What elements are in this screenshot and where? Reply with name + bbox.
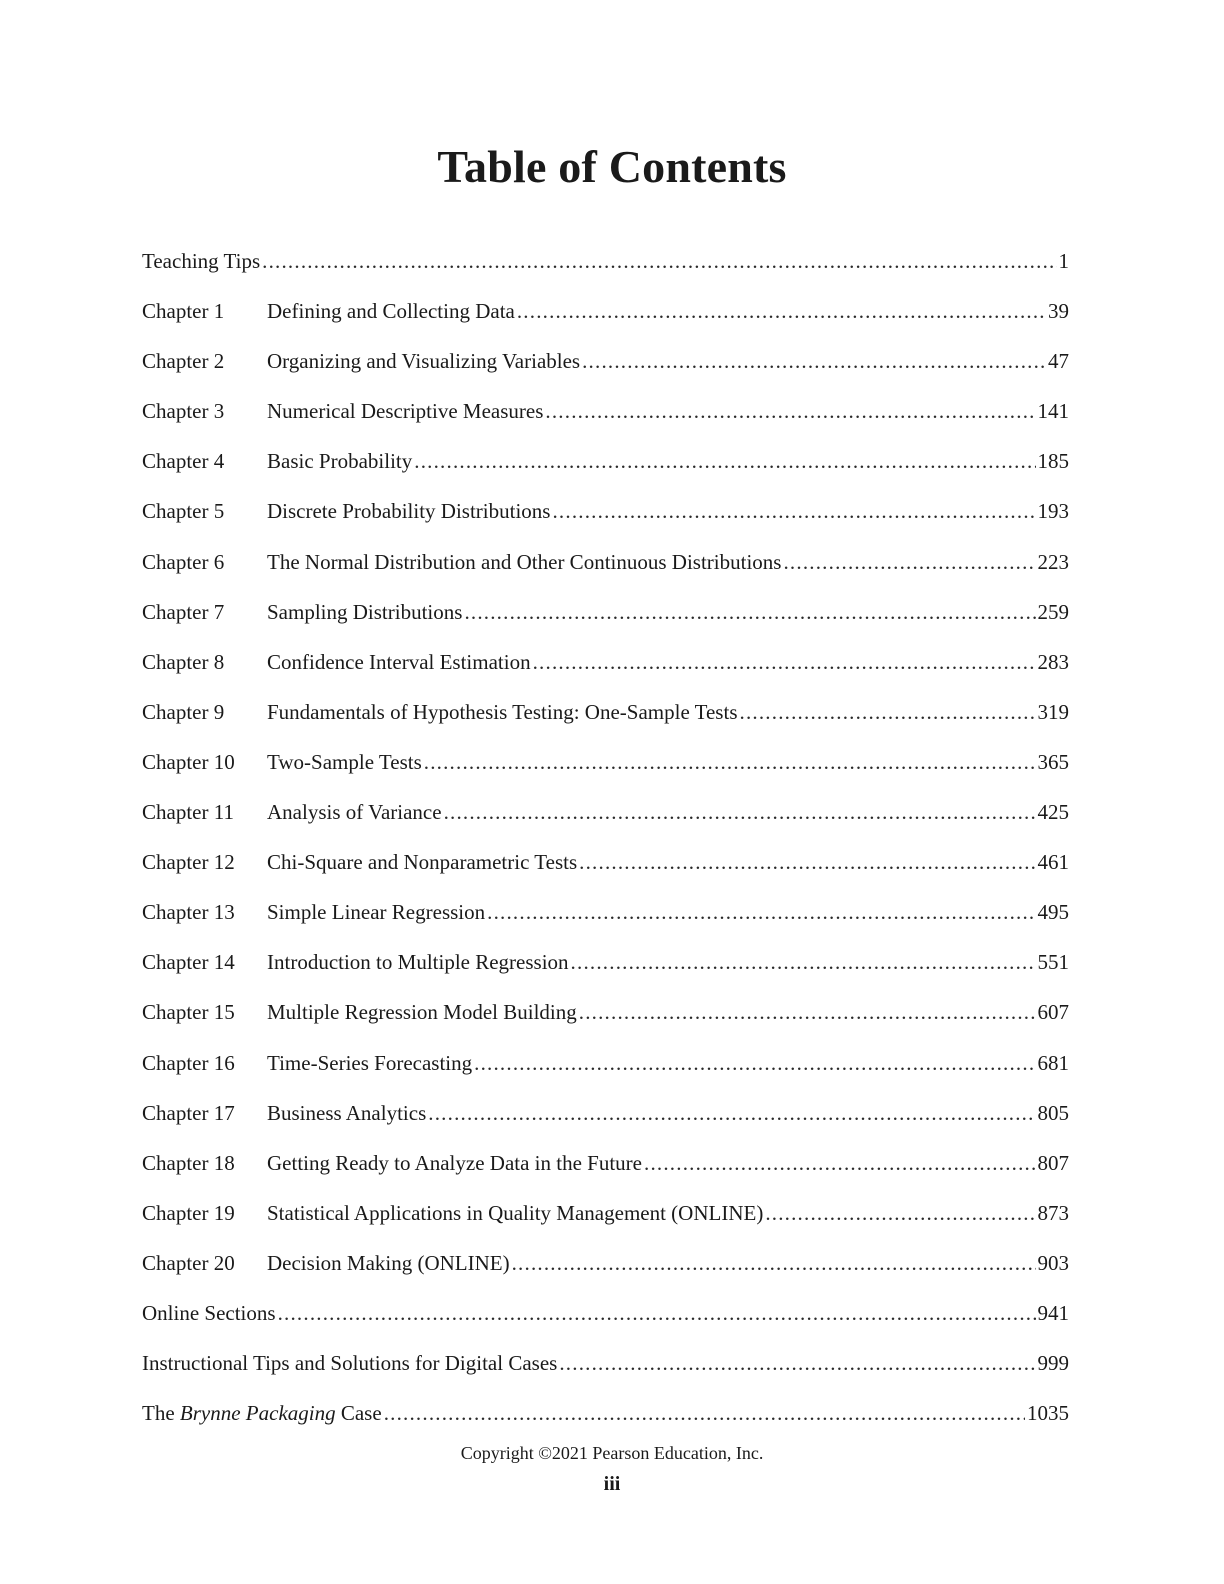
dot-leader (740, 694, 1036, 730)
dot-leader (428, 1095, 1035, 1131)
toc-entry-chapter[interactable] (142, 894, 1069, 944)
toc-page-number: 607 (1037, 1000, 1069, 1025)
toc-entry-chapter[interactable] (142, 644, 1069, 694)
toc-page-number: 319 (1037, 699, 1069, 724)
chapter-number: Chapter 3 (142, 399, 225, 424)
toc-entry-teaching-tips[interactable] (142, 243, 1069, 293)
toc-page-number: 495 (1037, 900, 1069, 925)
dot-leader (414, 443, 1035, 479)
toc-entry-chapter[interactable] (142, 994, 1069, 1044)
toc-entry-label (142, 1395, 382, 1431)
toc-page-number: 365 (1037, 749, 1069, 774)
dot-leader (487, 894, 1035, 930)
toc-page-number: 681 (1037, 1050, 1069, 1075)
chapter-number: Chapter 14 (142, 950, 235, 975)
toc-entry-online-sections[interactable] (142, 1295, 1069, 1345)
chapter-title: Confidence Interval Estimation (267, 649, 531, 674)
chapter-number: Chapter 4 (142, 449, 225, 474)
chapter-title: Multiple Regression Model Building (267, 1000, 577, 1025)
chapter-number: Chapter 13 (142, 900, 235, 925)
dot-leader (559, 1345, 1035, 1381)
toc-entry-chapter[interactable] (142, 944, 1069, 994)
case-name: Brynne Packaging (179, 1401, 336, 1426)
chapter-number: Chapter 5 (142, 499, 225, 524)
chapter-title: Introduction to Multiple Regression (267, 950, 569, 975)
chapter-number: Chapter 1 (142, 299, 225, 324)
chapter-number: Chapter 11 (142, 800, 234, 825)
toc-entry-label: Teaching Tips (142, 249, 261, 273)
toc-entry-chapter[interactable] (142, 1245, 1069, 1295)
dot-leader (644, 1145, 1036, 1181)
toc-page-number: 425 (1037, 800, 1069, 825)
toc-page-number: 283 (1037, 649, 1069, 674)
page-number: iii (603, 1473, 621, 1495)
chapter-title: Basic Probability (267, 449, 413, 474)
chapter-number: Chapter 6 (142, 549, 225, 574)
toc-entry-label: Online Sections (142, 1300, 276, 1325)
toc-entry-brynne-case[interactable] (142, 1395, 1069, 1445)
toc-entry-chapter[interactable] (142, 844, 1069, 894)
toc-page-number: 807 (1037, 1150, 1069, 1175)
dot-leader (582, 343, 1046, 379)
toc-page-number: 185 (1037, 449, 1069, 474)
chapter-title: Fundamentals of Hypothesis Testing: One-Sample Tests (267, 699, 738, 724)
chapter-title: Organizing and Visualizing Variables (267, 349, 581, 374)
toc-entry-chapter[interactable] (142, 594, 1069, 644)
page-title: Table of Contents (437, 141, 787, 192)
toc-page-number: 1035 (1027, 1401, 1069, 1426)
copyright-notice: Copyright ©2021 Pearson Education, Inc. (460, 1443, 764, 1463)
toc-page-number: 941 (1037, 1300, 1069, 1325)
toc-page-number: 805 (1037, 1100, 1069, 1125)
dot-leader (571, 944, 1036, 980)
chapter-title: Analysis of Variance (267, 800, 442, 825)
toc-entry-chapter[interactable] (142, 694, 1069, 744)
chapter-number: Chapter 18 (142, 1150, 235, 1175)
toc-page-number: 223 (1037, 549, 1069, 574)
chapter-title: Simple Linear Regression (267, 900, 486, 925)
chapter-number: Chapter 12 (142, 850, 235, 875)
chapter-title: Two-Sample Tests (267, 749, 422, 774)
chapter-number: Chapter 15 (142, 1000, 235, 1025)
dot-leader (464, 594, 1035, 630)
chapter-title: Getting Ready to Analyze Data in the Future (267, 1150, 642, 1175)
chapter-title: Defining and Collecting Data (267, 299, 515, 324)
chapter-number: Chapter 10 (142, 749, 235, 774)
toc-entry-chapter[interactable] (142, 1045, 1069, 1095)
chapter-number: Chapter 9 (142, 699, 225, 724)
chapter-title: Discrete Probability Distributions (267, 499, 551, 524)
toc-entry-chapter[interactable] (142, 493, 1069, 543)
toc-page-number: 903 (1037, 1250, 1069, 1275)
chapter-title: Business Analytics (267, 1100, 427, 1125)
toc-page-number: 551 (1037, 950, 1069, 975)
toc-page-number: 141 (1037, 399, 1069, 424)
toc-entry-digital-cases[interactable] (142, 1345, 1069, 1395)
chapter-number: Chapter 2 (142, 349, 225, 374)
chapter-number: Chapter 7 (142, 599, 225, 624)
toc-entry-chapter[interactable] (142, 1095, 1069, 1145)
chapter-number: Chapter 8 (142, 649, 225, 674)
dot-leader (579, 844, 1035, 880)
dot-leader (765, 1195, 1035, 1231)
toc-page-number: 1 (1058, 249, 1069, 273)
chapter-title: Chi-Square and Nonparametric Tests (267, 850, 578, 875)
dot-leader (579, 994, 1036, 1030)
toc-entry-chapter[interactable] (142, 1145, 1069, 1195)
dot-leader (552, 493, 1035, 529)
toc-entry-chapter[interactable] (142, 544, 1069, 594)
chapter-title: Time-Series Forecasting (267, 1050, 473, 1075)
dot-leader (278, 1295, 1036, 1331)
toc-entry-chapter[interactable] (142, 443, 1069, 493)
dot-leader (424, 744, 1036, 780)
toc-page-number: 461 (1037, 850, 1069, 875)
dot-leader (783, 544, 1035, 580)
toc-entry-chapter[interactable] (142, 1195, 1069, 1245)
chapter-number: Chapter 19 (142, 1200, 235, 1225)
toc-entry-label: Instructional Tips and Solutions for Digital Cases (142, 1351, 558, 1376)
chapter-number: Chapter 20 (142, 1250, 235, 1275)
toc-page-number: 47 (1048, 349, 1069, 374)
chapter-number: Chapter 16 (142, 1050, 235, 1075)
dot-leader (517, 293, 1046, 329)
toc-page-number: 39 (1048, 299, 1069, 324)
dot-leader (533, 644, 1036, 680)
toc-page-number: 193 (1037, 499, 1069, 524)
table-of-contents (142, 243, 1069, 1445)
dot-leader (512, 1245, 1036, 1281)
dot-leader (474, 1045, 1035, 1081)
dot-leader (262, 243, 1056, 279)
toc-entry-chapter[interactable] (142, 393, 1069, 443)
chapter-title: Statistical Applications in Quality Management (ONLINE) (267, 1200, 764, 1225)
case-prefix: The (142, 1401, 180, 1426)
toc-page-number: 259 (1037, 599, 1069, 624)
dot-leader (545, 393, 1035, 429)
chapter-number: Chapter 17 (142, 1100, 235, 1125)
dot-leader (384, 1395, 1025, 1431)
chapter-title: Decision Making (ONLINE) (267, 1250, 510, 1275)
toc-entry-chapter[interactable] (142, 744, 1069, 794)
case-suffix: Case (335, 1401, 382, 1426)
toc-page-number: 999 (1037, 1351, 1069, 1376)
chapter-list (142, 293, 1069, 1295)
chapter-title: The Normal Distribution and Other Continuous Distributions (267, 549, 782, 574)
toc-entry-chapter[interactable] (142, 293, 1069, 343)
chapter-title: Numerical Descriptive Measures (267, 399, 544, 424)
toc-entry-chapter[interactable] (142, 794, 1069, 844)
dot-leader (444, 794, 1036, 830)
toc-entry-chapter[interactable] (142, 343, 1069, 393)
chapter-title: Sampling Distributions (267, 599, 463, 624)
toc-page-number: 873 (1037, 1200, 1069, 1225)
